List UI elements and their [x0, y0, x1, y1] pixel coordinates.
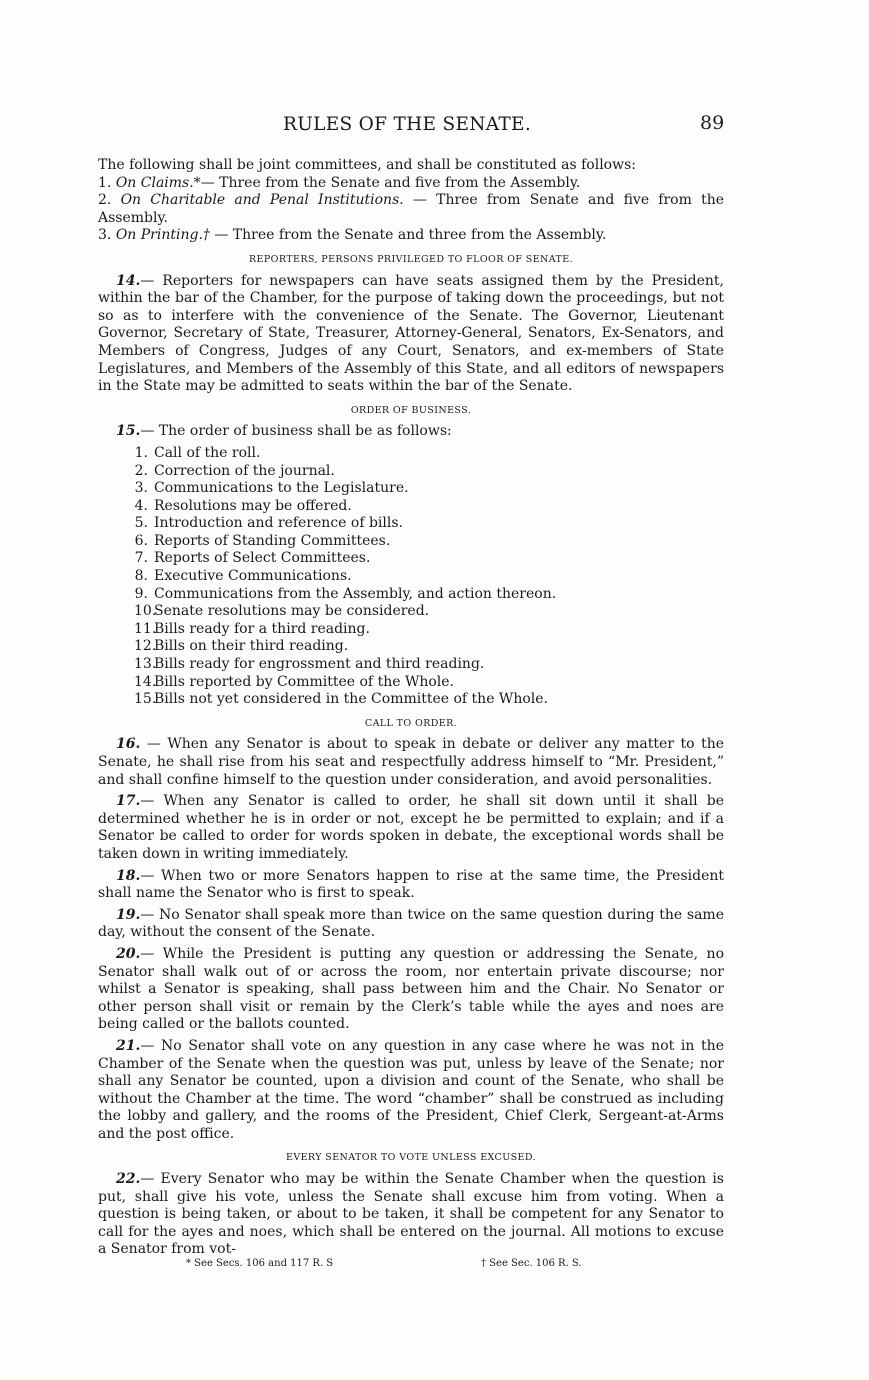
section-heading-reporters: REPORTERS, PERSONS PRIVILEGED TO FLOOR OF SENATE. — [249, 253, 573, 265]
list-number: 9. — [134, 585, 148, 602]
rule-text: — When any Senator is called to order, he shall sit down until it shall be determined whether he is in order or not, except he be permitted to explain; and if a Senator be called to order for words spoken in debate, the exceptional words shall be taken down in writing immediately. — [98, 793, 724, 862]
rule-text: — When two or more Senators happen to rise at the same time, the President shall name the Senator who is first to speak. — [98, 867, 724, 902]
rule-number: 21. — [116, 1037, 141, 1054]
list-item — [134, 568, 724, 586]
list-number: 2. — [134, 462, 148, 479]
list-number: 10. — [134, 603, 157, 620]
list-item — [134, 674, 724, 692]
list-number: 14. — [134, 673, 157, 690]
list-text: Bills ready for a third reading. — [154, 620, 370, 637]
list-text: Bills ready for engrossment and third reading. — [154, 656, 485, 673]
list-item — [134, 586, 724, 604]
item-number: 2. — [98, 192, 112, 209]
list-text: Executive Communications. — [154, 568, 352, 585]
list-item — [134, 638, 724, 656]
list-number: 11. — [134, 620, 157, 637]
list-number: 15. — [134, 691, 157, 708]
rule-22 — [98, 1171, 724, 1259]
list-number: 6. — [134, 532, 148, 549]
list-text: Reports of Select Committees. — [154, 550, 371, 567]
list-number: 7. — [134, 550, 148, 567]
rule-number: 18. — [116, 867, 141, 884]
committee-name: On Charitable and Penal Institutions. — [120, 192, 404, 209]
list-text: Introduction and reference of bills. — [154, 515, 403, 532]
rule-text: — When any Senator is about to speak in debate or deliver any matter to the Senate, he shall rise from his seat and respectfully address himself to “Mr. President,” and shall confine himself to the question under consideration, and avoid personalities. — [98, 736, 724, 788]
rule-19 — [98, 907, 724, 942]
committee-composition: — Three from the Senate and three from the Assembly. — [209, 227, 607, 244]
list-text: Senate resolutions may be considered. — [154, 603, 430, 620]
list-number: 1. — [134, 444, 148, 461]
rule-number: 14. — [116, 272, 141, 289]
rule-number: 22. — [116, 1171, 141, 1188]
list-number: 5. — [134, 515, 148, 532]
list-number: 13. — [134, 656, 157, 673]
list-item — [134, 445, 724, 463]
committee-name: On Printing.† — [115, 227, 210, 244]
rule-21 — [98, 1038, 724, 1144]
joint-committee-item — [98, 175, 724, 193]
list-number: 4. — [134, 497, 148, 514]
section-heading-vote: EVERY SENATOR TO VOTE UNLESS EXCUSED. — [286, 1152, 536, 1164]
footnote-2: † See Sec. 106 R. S. — [481, 1258, 582, 1269]
section-heading-call-to-order: CALL TO ORDER. — [364, 717, 458, 729]
list-text: Resolutions may be offered. — [154, 497, 352, 514]
list-item — [134, 603, 724, 621]
list-text: Bills not yet considered in the Committee of the Whole. — [154, 691, 548, 708]
rule-number: 17. — [116, 793, 141, 810]
rule-18 — [98, 868, 724, 903]
list-item — [134, 463, 724, 481]
rule-20 — [98, 946, 724, 1034]
order-of-business-list — [98, 445, 724, 709]
rule-17 — [98, 793, 724, 863]
running-title: RULES OF THE SENATE. — [283, 114, 532, 135]
rule-text: — Reporters for newspapers can have seats assigned them by the President, within the bar of the Chamber, for the purpose of taking down the proceedings, but not so as to interfere with the convenience of the Senate. The Governor, Lieutenant Governor, Secretary of State, Treasurer, Attorney-General, Senators, Ex-Senators, and Members of Congress, Judges of any Court, Senators, and ex-members of State Legislatures, and Members of the Assembly of this State, and all editors of newspapers in the State may be admitted to seats within the bar of the Senate. — [98, 272, 724, 395]
rule-16 — [98, 736, 724, 789]
list-text: Bills on their third reading. — [154, 638, 349, 655]
list-item — [134, 480, 724, 498]
rule-text: — Every Senator who may be within the Senate Chamber when the question is put, shall give his vote, unless the Senate shall excuse him from voting. When a question is being taken, or about to be taken, it shall be competent for any Senator to call for the ayes and noes, which shall be entered on the journal. All motions to excuse a Senator from vot- — [98, 1171, 724, 1258]
footnote-1: * See Secs. 106 and 117 R. S — [186, 1258, 334, 1269]
rule-number: 15. — [116, 423, 141, 440]
page-header — [0, 112, 869, 142]
rule-text: — No Senator shall vote on any question in any case where he was not in the Chamber of the Senate when the question was put, unless by leave of the Senate; nor shall any Senator be counted, upon a division and count of the Senate, who shall be without the Chamber at the time. The word “chamber” shall be construed as including the lobby and gallery, and the rooms of the President, Chief Clerk, Sergeant-at-Arms and the post office. — [98, 1037, 724, 1142]
list-number: 12. — [134, 638, 157, 655]
list-text: Communications from the Assembly, and action thereon. — [154, 585, 557, 602]
list-text: Call of the roll. — [154, 444, 261, 461]
list-item — [134, 533, 724, 551]
list-item — [134, 621, 724, 639]
list-item — [134, 498, 724, 516]
joint-committees-intro: The following shall be joint committees, and shall be constituted as follows: — [98, 157, 636, 173]
joint-committee-item — [98, 227, 724, 245]
rule-text: — No Senator shall speak more than twice on the same question during the same day, without the consent of the Senate. — [98, 906, 724, 941]
page-body — [98, 157, 724, 1263]
list-item — [134, 656, 724, 674]
rule-number: 20. — [116, 945, 141, 962]
section-heading-order: ORDER OF BUSINESS. — [350, 404, 472, 416]
rule-number: 19. — [116, 906, 141, 923]
page-number: 89 — [700, 112, 725, 134]
list-item — [134, 515, 724, 533]
joint-committee-item — [98, 192, 724, 227]
list-item — [134, 691, 724, 709]
list-text: Correction of the journal. — [154, 462, 335, 479]
item-number: 3. — [98, 227, 112, 244]
list-item — [134, 550, 724, 568]
list-text: Reports of Standing Committees. — [154, 532, 391, 549]
list-number: 8. — [134, 568, 148, 585]
rule-text: — While the President is putting any question or addressing the Senate, no Senator shall walk out of or across the room, nor entertain private discourse; nor whilst a Senator is speaking, shall pass between him and the Chair. No Senator or other person shall visit or remain by the Clerk’s table while the ayes and noes are being called or the ballots counted. — [98, 945, 724, 1033]
rule-14 — [98, 273, 724, 396]
list-text: Communications to the Legislature. — [154, 480, 409, 497]
committee-composition: — Three from Senate and five from the Assembly. — [98, 192, 725, 226]
rule-text: — The order of business shall be as follows: — [140, 423, 452, 440]
rule-15 — [98, 423, 724, 441]
list-text: Bills reported by Committee of the Whole. — [154, 673, 454, 690]
item-number: 1. — [98, 174, 112, 191]
rule-number: 16. — [116, 736, 141, 753]
committee-composition: — Three from the Senate and five from the Assembly. — [200, 174, 581, 191]
committee-name: On Claims.* — [115, 174, 201, 191]
list-number: 3. — [134, 480, 148, 497]
